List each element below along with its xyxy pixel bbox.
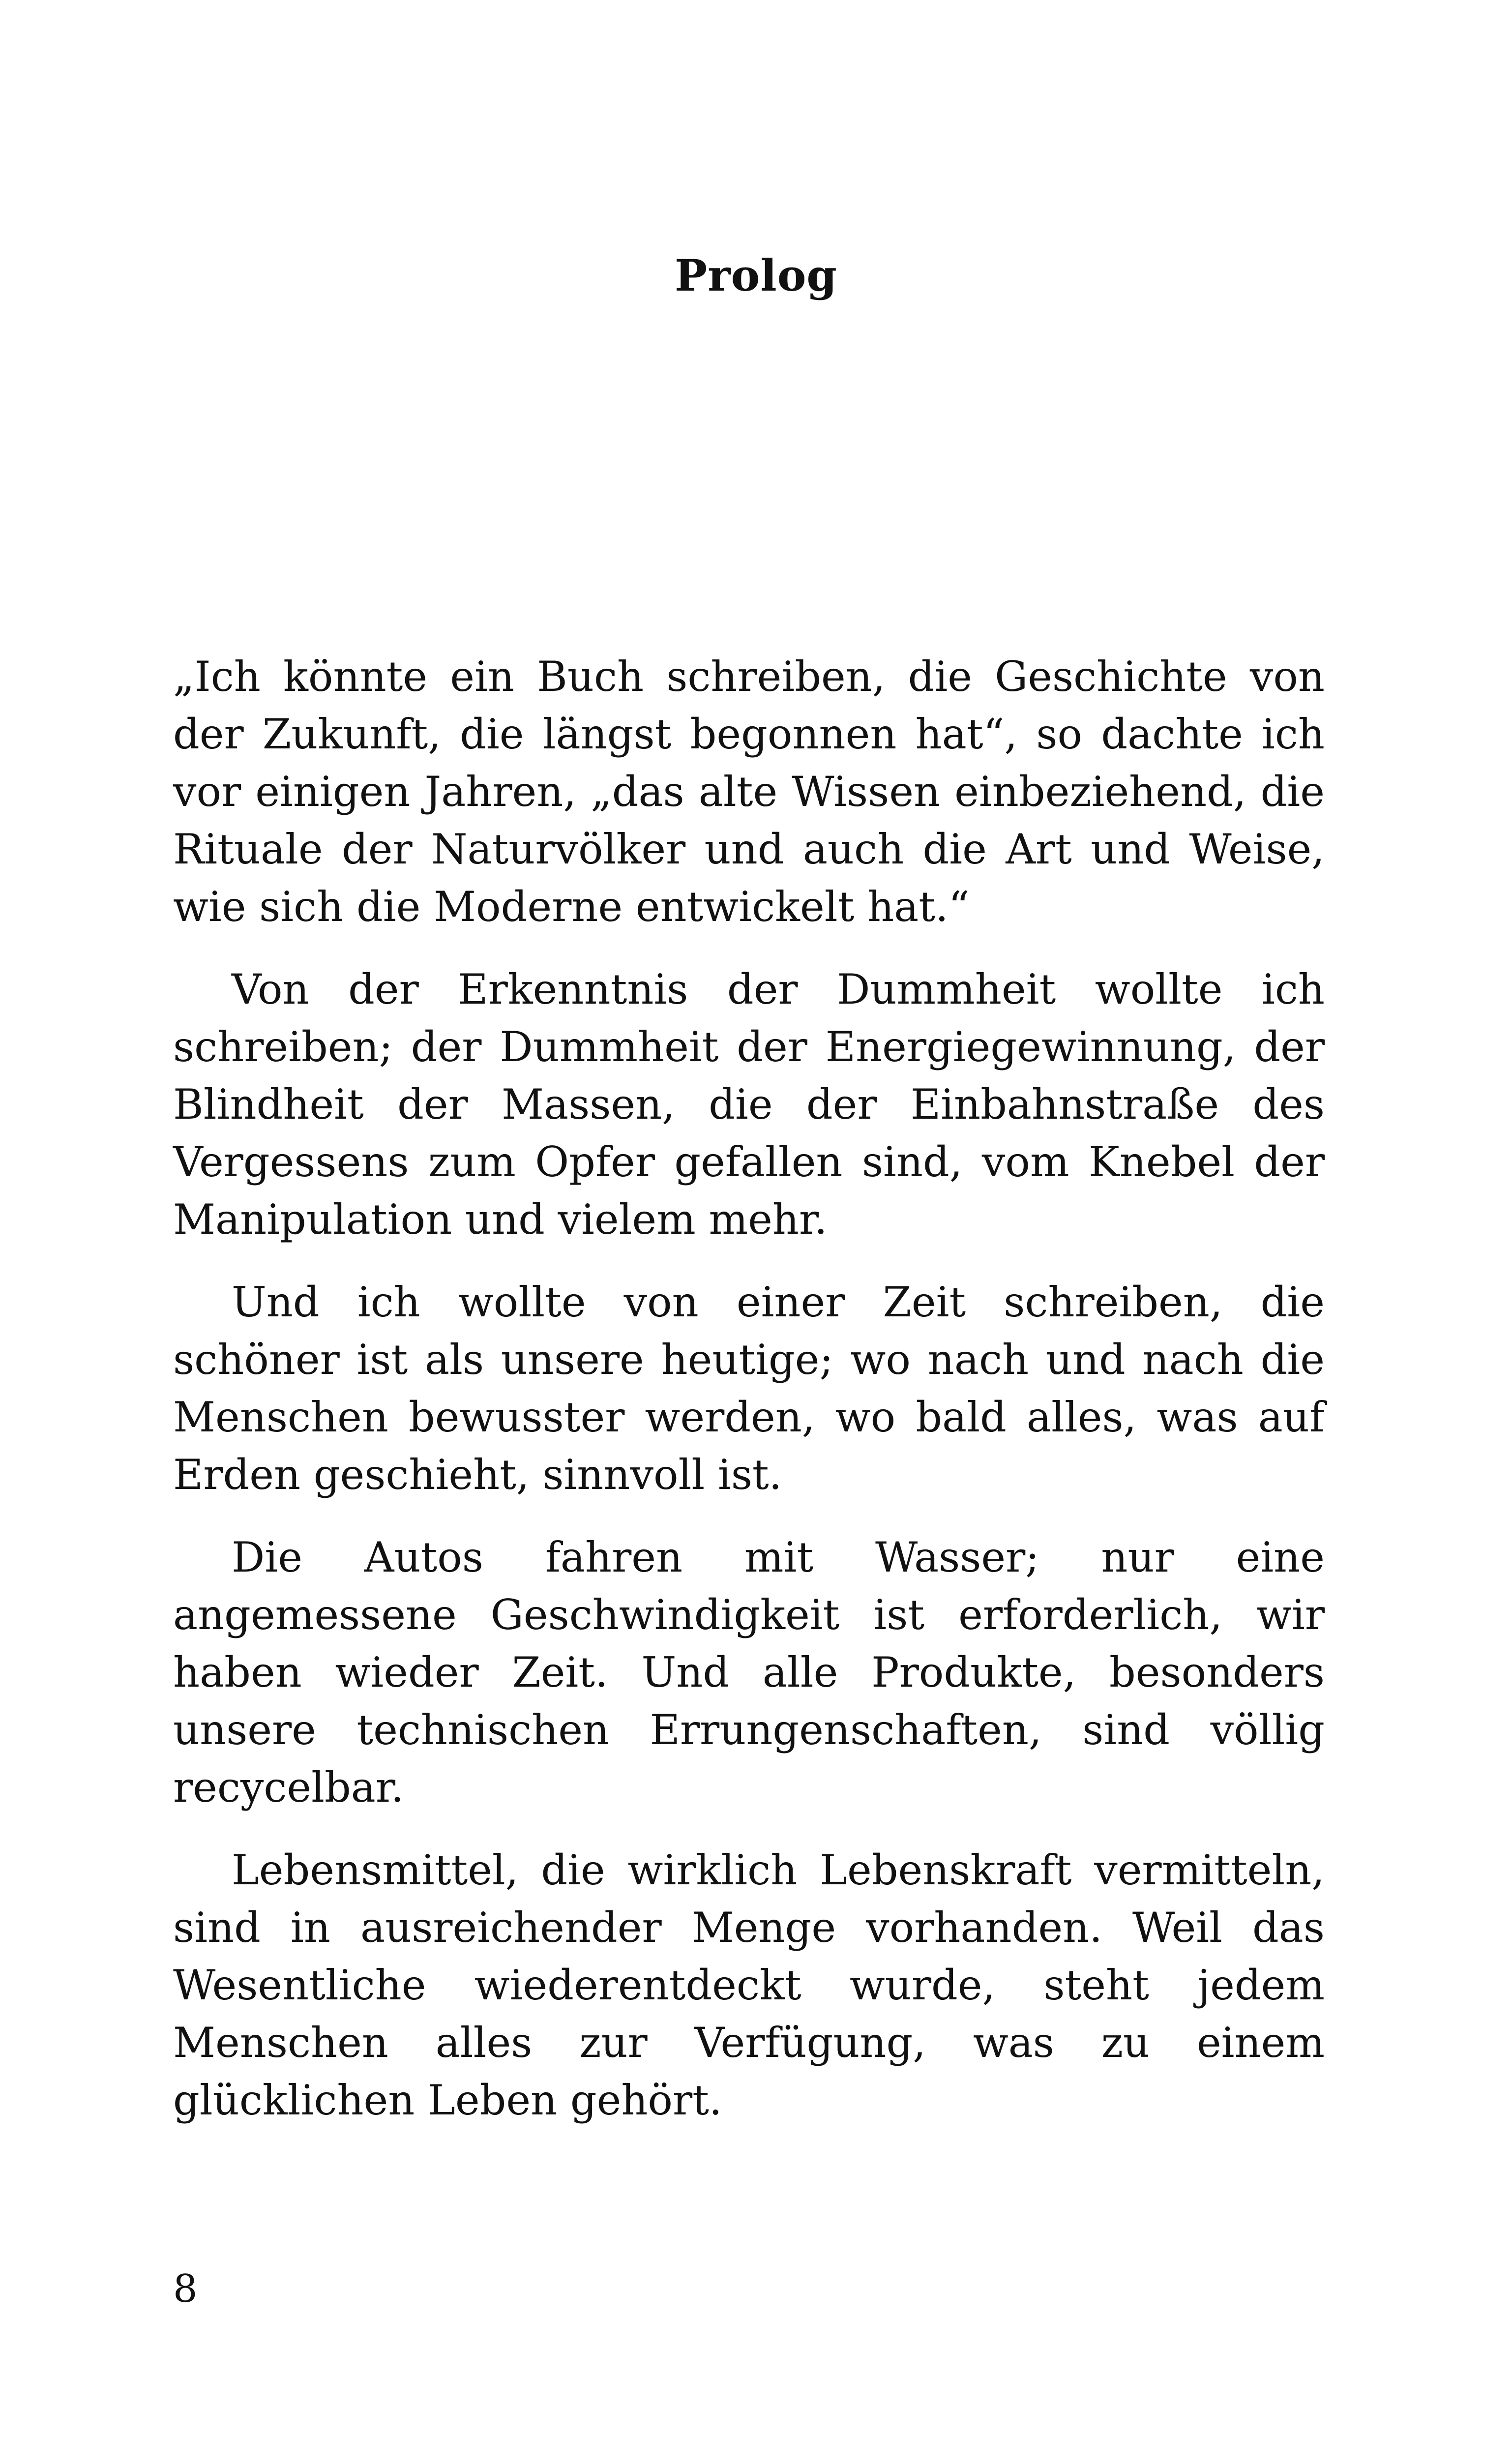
paragraph-4: Die Autos fahren mit Wasser; nur eine angemessene Geschwindigkeit ist erforderlich, wir haben wieder Zeit. Und alle Produkte, besonders unsere technischen Errungenschaften, sind völlig recycelbar. xyxy=(173,1533,1325,1812)
page-number: 8 xyxy=(173,2267,198,2311)
paragraph-3: Und ich wollte von einer Zeit schreiben, die schöner ist als unsere heutige; wo nach und nach die Menschen bewusster werden, wo bald alles, was auf Erden geschieht, sinnvoll ist. xyxy=(173,1278,1325,1499)
paragraph-5: Lebensmittel, die wirklich Lebenskraft vermitteln, sind in ausreichender Menge vorhanden. Weil das Wesentliche wiederentdeckt wurde, steht jedem Menschen alles zur Verfügung, was zu einem glücklichen Leben gehört. xyxy=(173,1846,1325,2124)
paragraph-1: „Ich könnte ein Buch schreiben, die Geschichte von der Zukunft, die längst begonnen hat“, so dachte ich vor einigen Jahren, „das alte Wissen einbeziehend, die Rituale der Naturvölker und auch die Art und Weise, wie sich die Moderne entwickelt hat.“ xyxy=(173,653,1325,931)
paragraph-2: Von der Erkenntnis der Dummheit wollte ich schreiben; der Dummheit der Energiegewinnung, der Blindheit der Massen, die der Einbahnstraße des Vergessens zum Opfer gefallen sind, vom Knebel der Manipulation und vielem mehr. xyxy=(173,965,1325,1244)
chapter-title: Prolog xyxy=(675,250,837,301)
body-text xyxy=(173,648,1325,2154)
